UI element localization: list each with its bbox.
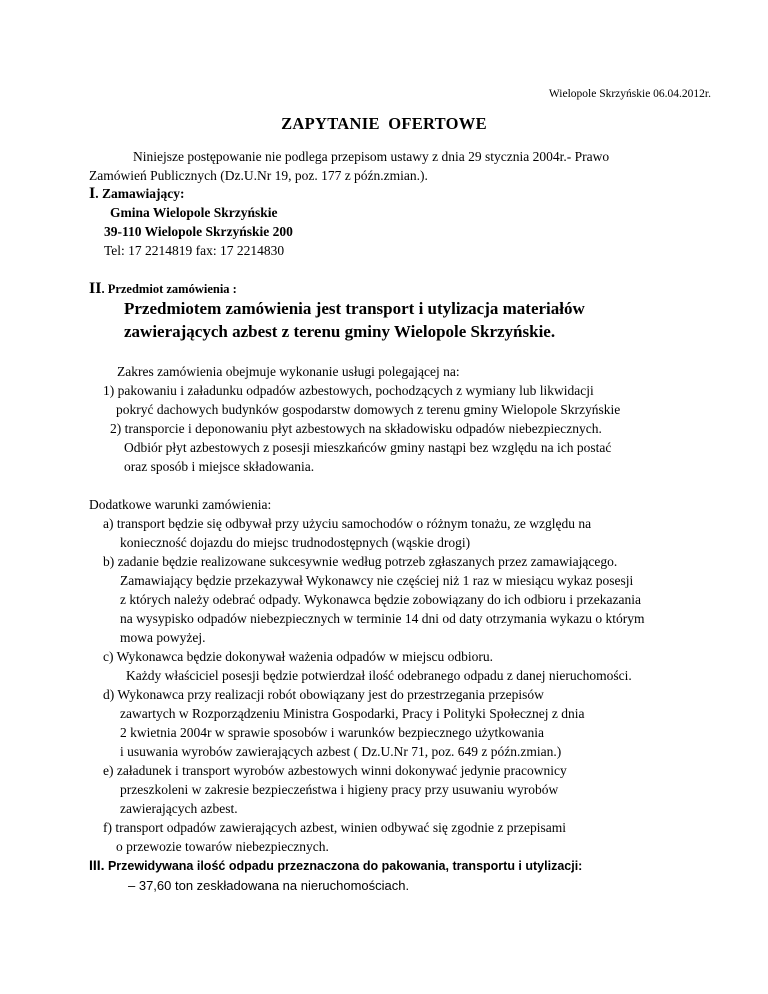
- intro-line-1: Niniejsze postępowanie nie podlega przepisom ustawy z dnia 29 stycznia 2004r.- Prawo: [133, 149, 610, 164]
- intro-line-2: Zamówień Publicznych (Dz.U.Nr 19, poz. 177 z późn.zmian.).: [89, 168, 428, 183]
- section-3-title: Przewidywana ilość odpadu przeznaczona do pakowania, transportu i utylizacji:: [107, 859, 583, 873]
- section-3-heading: [89, 857, 582, 875]
- page-title: ZAPYTANIE OFERTOWE: [281, 114, 487, 133]
- conditions-title: Dodatkowe warunki zamówienia:: [89, 497, 272, 512]
- scope-line-2: 1) pakowaniu i załadunku odpadów azbestowych, pochodzących z wymiany lub likwidacji: [103, 383, 594, 398]
- scope-line-6: oraz sposób i miejsce składowania.: [124, 459, 315, 474]
- condition-line: konieczność dojazdu do miejsc trudnodostępnych (wąskie drogi): [120, 535, 471, 550]
- condition-line: 2 kwietnia 2004r w sprawie sposobów i warunków bezpiecznego użytkowania: [120, 725, 545, 740]
- condition-line: z których należy odebrać odpady. Wykonawca będzie zobowiązany do ich odbioru i przekazania: [120, 592, 641, 607]
- scope-line-5: Odbiór płyt azbestowych z posesji mieszkańców gminy nastąpi bez względu na ich postać: [124, 440, 612, 455]
- section-1-numeral: I: [89, 185, 96, 202]
- condition-line: Zamawiający będzie przekazywał Wykonawcy nie częściej niż 1 raz w miesiącu wykaz posesji: [120, 573, 634, 588]
- condition-line: na wysypisko odpadów niebezpiecznych w terminie 14 dni od daty otrzymania wykazu o którym: [120, 611, 645, 626]
- condition-line: mowa powyżej.: [120, 630, 206, 645]
- orderer-name: Gmina Wielopole Skrzyńskie: [110, 205, 278, 220]
- waste-amount: – 37,60 ton zeskładowana na nieruchomościach.: [128, 878, 410, 893]
- condition-line: zawierających azbest.: [120, 801, 238, 816]
- subject-line-2: zawierających azbest z terenu gminy Wielopole Skrzyńskie.: [124, 322, 556, 341]
- condition-line: zawartych w Rozporządzeniu Ministra Gospodarki, Pracy i Polityki Społecznej z dnia: [120, 706, 585, 721]
- section-2-title: . Przedmiot zamówienia :: [101, 282, 237, 296]
- condition-line: e) załadunek i transport wyrobów azbestowych winni dokonywać jedynie pracownicy: [103, 763, 567, 778]
- condition-line: przeszkoleni w zakresie bezpieczeństwa i higieny pracy przy usuwaniu wyrobów: [120, 782, 559, 797]
- subject-line-1: Przedmiotem zamówienia jest transport i utylizacja materiałów: [124, 299, 585, 318]
- condition-line: a) transport będzie się odbywał przy użyciu samochodów o różnym tonażu, ze względu na: [103, 516, 592, 531]
- condition-line: b) zadanie będzie realizowane sukcesywnie według potrzeb zgłaszanych przez zamawiającego.: [103, 554, 618, 569]
- scope-line-1: Zakres zamówienia obejmuje wykonanie usługi polegającej na:: [117, 364, 460, 379]
- section-2-heading: [89, 280, 237, 298]
- section-2-numeral: II: [89, 280, 102, 297]
- condition-line: Każdy właściciel posesji będzie potwierdzał ilość odebranego odpadu z danej nieruchomości.: [126, 668, 632, 683]
- section-1-title: . Zamawiający:: [95, 186, 185, 201]
- orderer-phone: Tel: 17 2214819 fax: 17 2214830: [104, 243, 285, 258]
- condition-line: o przewozie towarów niebezpiecznych.: [116, 839, 329, 854]
- condition-line: i usuwania wyrobów zawierających azbest ( Dz.U.Nr 71, poz. 649 z późn.zmian.): [120, 744, 562, 759]
- orderer-address: 39-110 Wielopole Skrzyńskie 200: [104, 224, 293, 239]
- condition-line: c) Wykonawca będzie dokonywał ważenia odpadów w miejscu odbioru.: [103, 649, 493, 664]
- scope-line-3: pokryć dachowych budynków gospodarstw domowych z terenu gminy Wielopole Skrzyńskie: [116, 402, 621, 417]
- condition-line: d) Wykonawca przy realizacji robót obowiązany jest do przestrzegania przepisów: [103, 687, 544, 702]
- date-place: Wielopole Skrzyńskie 06.04.2012r.: [548, 88, 711, 100]
- scope-line-4: 2) transporcie i deponowaniu płyt azbestowych na składowisku odpadów niebezpiecznych.: [110, 421, 602, 436]
- condition-line: f) transport odpadów zawierających azbest, winien odbywać się zgodnie z przepisami: [103, 820, 566, 835]
- section-1-heading: [89, 185, 184, 202]
- section-3-numeral: III.: [89, 857, 105, 873]
